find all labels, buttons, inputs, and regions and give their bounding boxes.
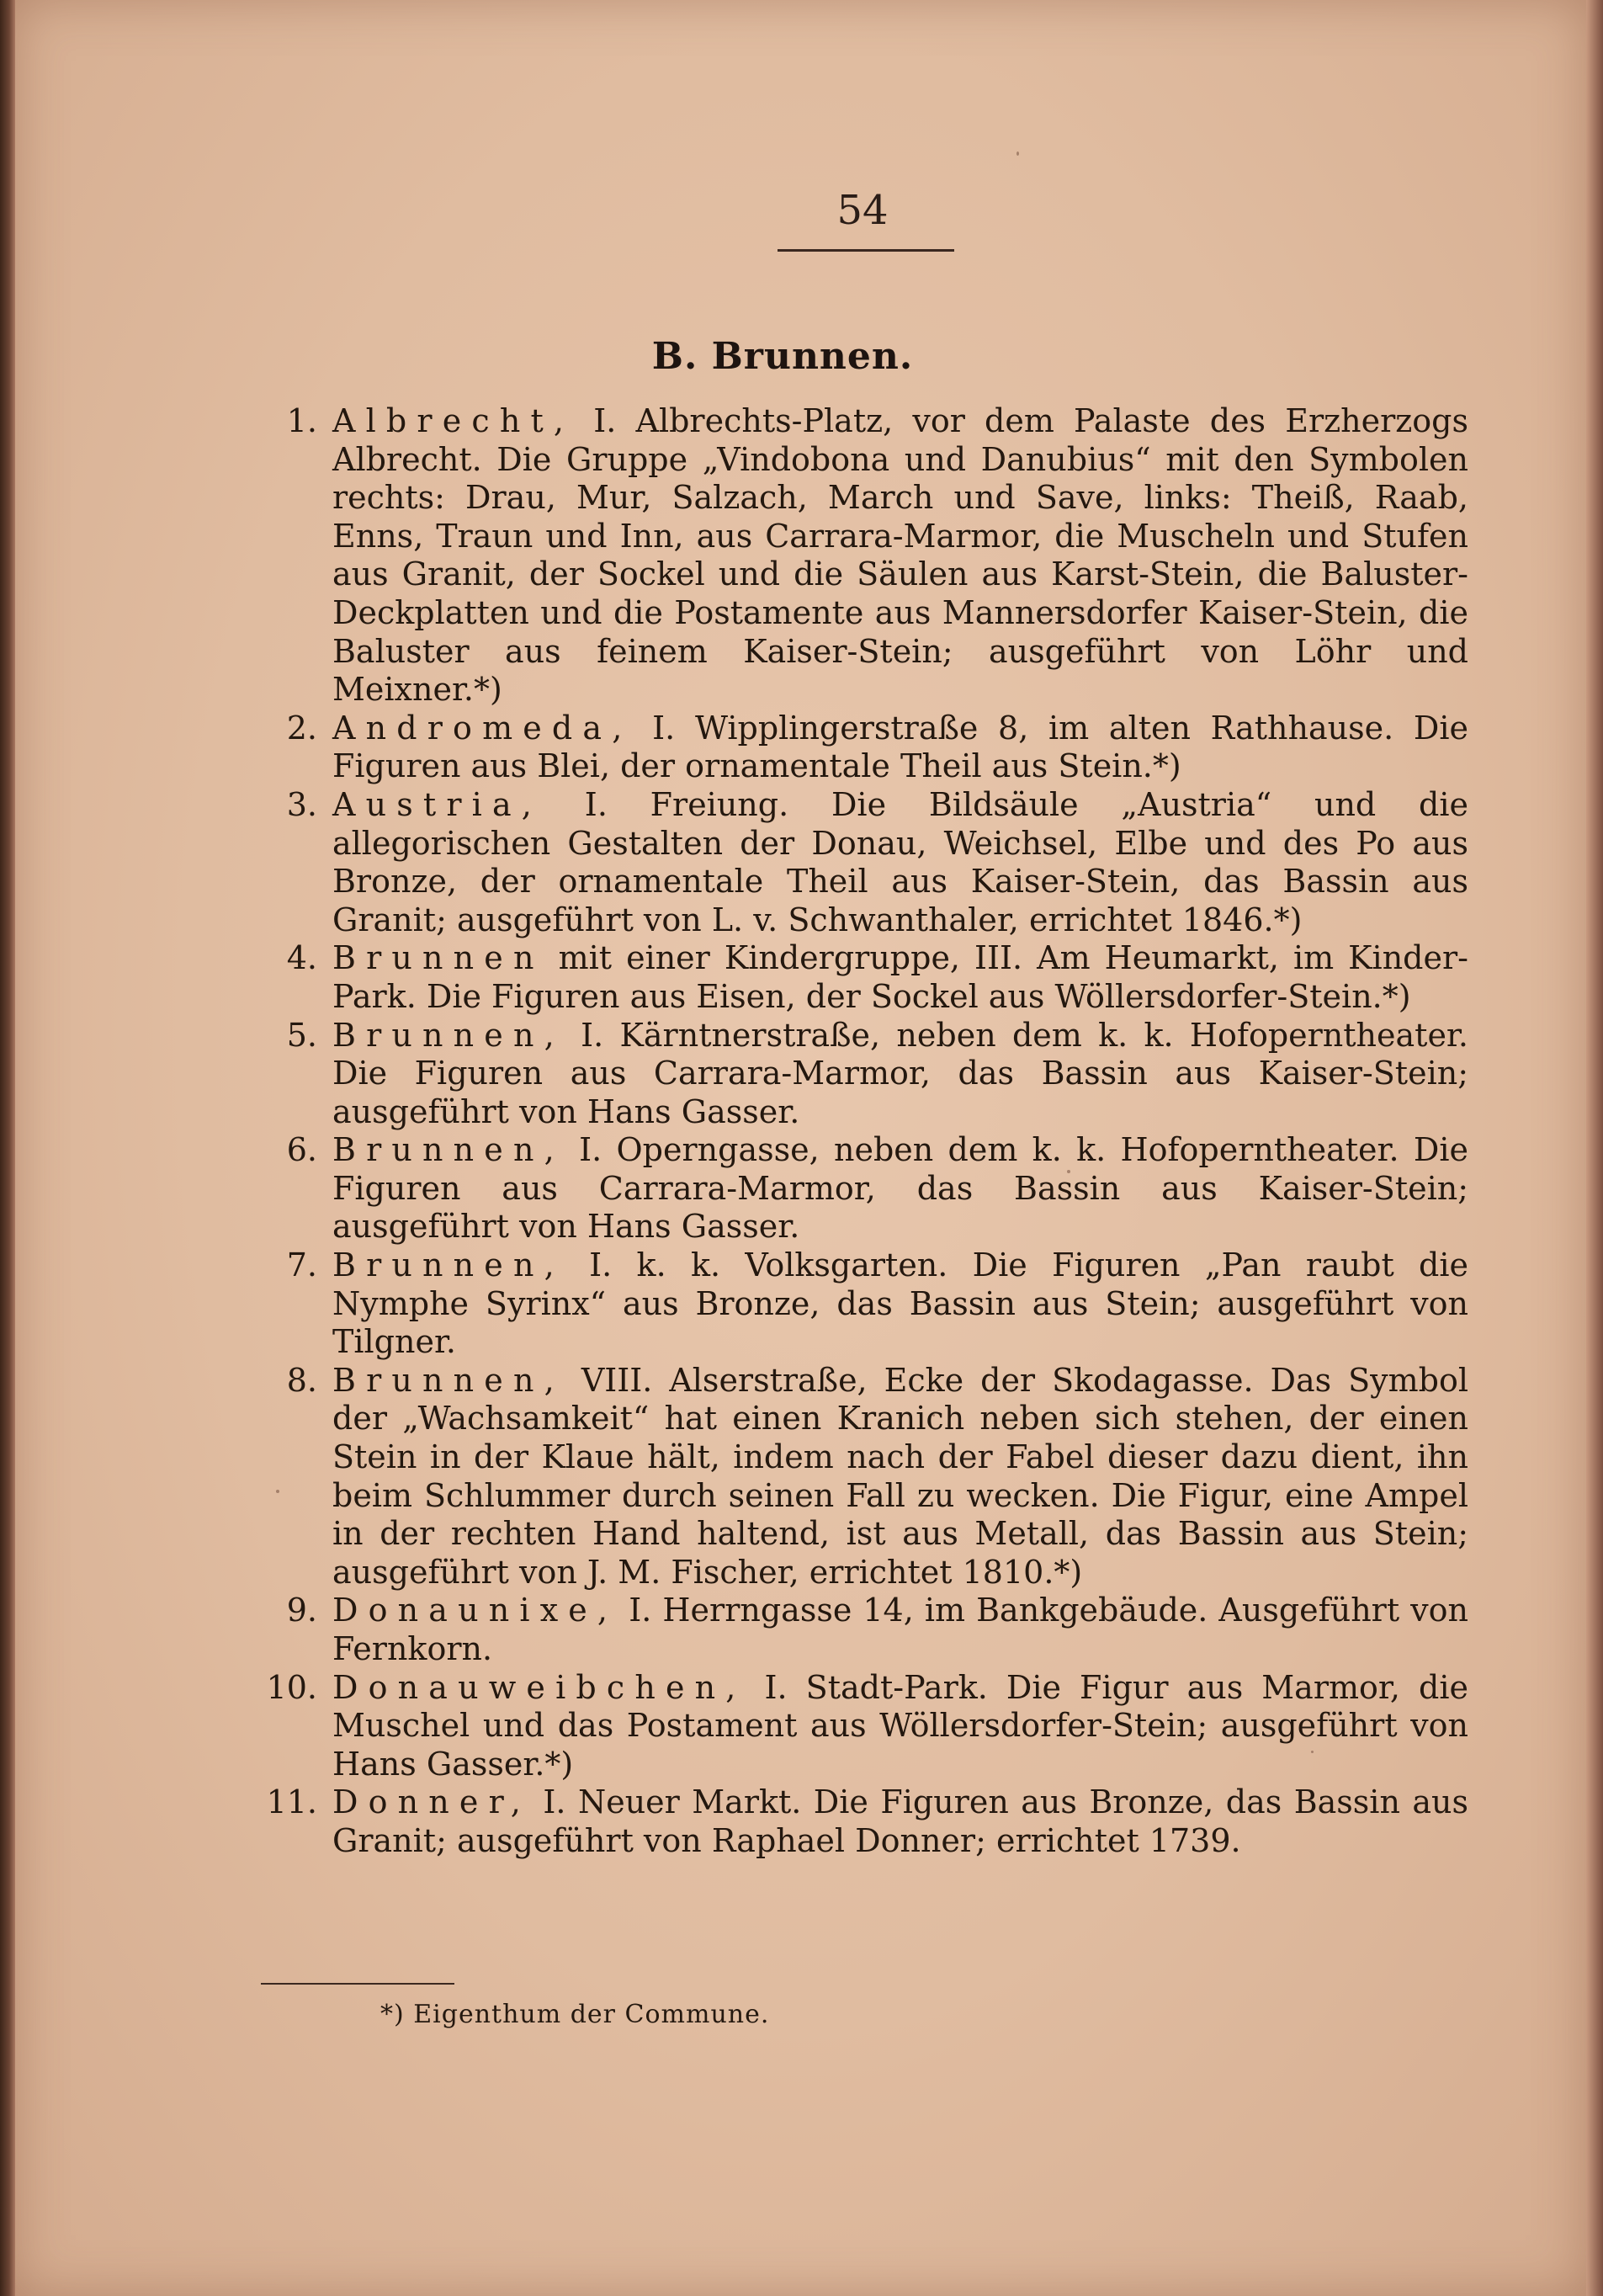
list-item [286,785,1468,939]
entry-number: 9. [286,1592,317,1629]
entry-name: Donaunixe, [332,1592,618,1629]
entry-name: Donner, [332,1783,531,1821]
entry-number: 1. [286,402,317,439]
entry-text: I. Herrngasse 14, im Bankgebäude. Ausgeführt von Fernkorn. [332,1592,1468,1667]
list-item [286,1592,1468,1668]
entry-name: Austria, [332,785,543,823]
list-item [286,709,1468,786]
list-item [286,1131,1468,1246]
entry-number: 4. [286,939,317,977]
entry-number: 2. [286,709,317,747]
fountain-list [266,402,1468,1861]
entry-number: 6. [286,1131,317,1169]
list-item [266,1668,1468,1784]
entry-name: Donauweibchen, [332,1668,746,1706]
entry-text: I. Operngasse, neben dem k. k. Hofoperntheater. Die Figuren aus Carrara-Marmor, das Bassin aus Kaiser-Stein; ausgeführt von Hans Gasser. [332,1131,1468,1246]
entry-text: I. Neuer Markt. Die Figuren aus Bronze, das Bassin aus Granit; ausgeführt von Raphael Donner; errichtet 1739. [332,1783,1468,1859]
section-title: B. Brunnen. [651,335,914,378]
entry-number: 3. [286,785,317,823]
entry-text: mit einer Kindergruppe, III. Am Heumarkt, im Kinder-Park. Die Figuren aus Eisen, der Sockel aus Wöllersdorfer-Stein.*) [332,939,1468,1015]
entry-text: I. Stadt-Park. Die Figur aus Marmor, die Muschel und das Postament aus Wöllersdorfer-Stein; ausgeführt von Hans Gasser.*) [332,1668,1468,1783]
entry-name: Brunnen, [332,1016,565,1054]
list-item [286,939,1468,1016]
list-item [286,1246,1468,1362]
list-item [286,402,1468,710]
entry-text: I. k. k. Volksgarten. Die Figuren „Pan raubt die Nymphe Syrinx“ aus Bronze, das Bassin aus Stein; ausgeführt von Tilgner. [332,1246,1468,1361]
entry-text: I. Albrechts-Platz, vor dem Palaste des Erzherzogs Albrecht. Die Gruppe „Vindobona und Danubius“ mit den Symbolen rechts: Drau, Mur, Salzach, March und Save, links: Theiß, Raab, Enns, Traun und Inn, aus Carrara-Marmor, die Muscheln und Stufen aus Granit, der Sockel und die Säulen aus Karst-Stein, die Baluster-Deckplatten und die Postamente aus Mannersdorfer Kaiser-Stein, die Baluster aus feinem Kaiser-Stein; ausgeführt von Löhr und Meixner.*) [332,402,1468,709]
book-spine-edge [0,0,15,2296]
list-item [286,1016,1468,1132]
entry-text: VIII. Alserstraße, Ecke der Skodagasse. Das Symbol der „Wachsamkeit“ hat einen Kranich neben sich stehen, der einen Stein in der Klaue hält, indem nach der Fabel dieser dazu dient, ihn beim Schlummer durch seinen Fall zu wecken. Die Figur, eine Ampel in der rechten Hand haltend, ist aus Metall, das Bassin aus Stein; ausgeführt von J. M. Fischer, errichtet 1810.*) [332,1361,1468,1591]
entry-name: Albrecht, [332,402,575,439]
entry-number: 5. [286,1016,317,1054]
list-item [266,1783,1468,1860]
entry-name: Brunnen, [332,1246,565,1284]
entry-name: Andromeda, [332,709,633,747]
entry-number: 11. [266,1783,317,1821]
entry-name: Brunnen, [332,1361,565,1399]
entry-number: 10. [266,1668,317,1706]
entry-text: I. Wipplingerstraße 8, im alten Rathhause. Die Figuren aus Blei, der ornamentale Theil aus Stein.*) [332,709,1468,785]
entry-text: I. Kärntnerstraße, neben dem k. k. Hofoperntheater. Die Figuren aus Carrara-Marmor, das Bassin aus Kaiser-Stein; ausgeführt von Hans Gasser. [332,1016,1468,1130]
entry-text: I. Freiung. Die Bildsäule „Austria“ und die allegorischen Gestalten der Donau, Weichsel, Elbe und des Po aus Bronze, der ornamentale Theil aus Kaiser-Stein, das Bassin aus Granit; ausgeführt von L. v. Schwanthaler, errichtet 1846.*) [332,785,1468,938]
entry-name: Brunnen, [332,1131,565,1169]
page-number-rule [778,249,954,252]
entry-number: 8. [286,1361,317,1399]
page-right-edge [1586,0,1603,2296]
page-number: 54 [836,187,889,234]
entry-number: 7. [286,1246,317,1284]
list-item [286,1361,1468,1592]
footnote: *) Eigenthum der Commune. [380,2000,770,2029]
entry-name: Brunnen [332,939,544,977]
paper-speck [1016,151,1019,156]
footnote-rule [261,1983,454,1985]
paper-speck [276,1490,279,1493]
